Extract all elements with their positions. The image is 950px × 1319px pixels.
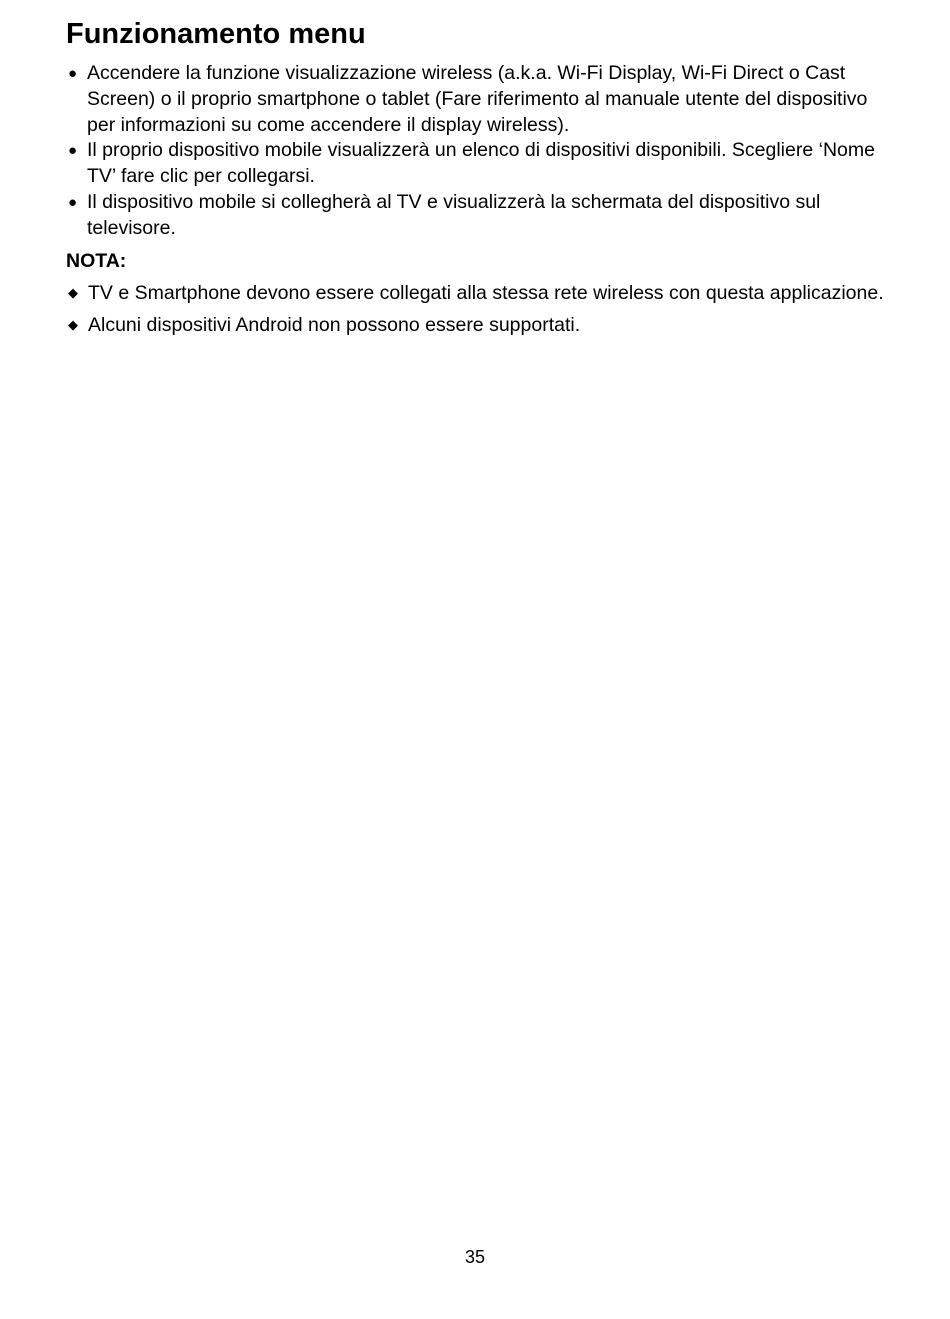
tv-name-text: Nome TV	[87, 139, 875, 188]
note-item-text: Alcuni dispositivi Android non possono essere supportati.	[88, 313, 581, 336]
note-item	[66, 281, 896, 306]
list-item-text-before: Il proprio dispositivo mobile visualizzerà un elenco di dispositivi disponibili. Scegliere	[87, 139, 819, 162]
note-item	[66, 313, 896, 338]
bullet-dot-icon: ●	[68, 142, 78, 160]
list-item	[66, 61, 896, 138]
instruction-list	[66, 61, 896, 242]
open-quote: ‘	[818, 139, 823, 162]
bullet-dot-icon: ●	[68, 193, 78, 211]
note-list	[66, 281, 896, 344]
list-item-text-after: fare clic per collegarsi.	[115, 165, 315, 188]
bullet-dot-icon: ●	[68, 65, 78, 82]
diamond-bullet-icon: ◆	[68, 285, 78, 300]
page-number: 35	[464, 1247, 486, 1267]
list-item-text: Accendere la funzione visualizzazione wireless (a.k.a. Wi-Fi Display, Wi-Fi Direct o Cast Screen) o il proprio smartphone o tablet (Fare riferimento al manuale utente del dispositivo per informazioni su come accendere il display wireless).	[87, 62, 868, 136]
list-item	[66, 190, 896, 242]
diamond-bullet-icon: ◆	[68, 316, 78, 332]
list-item-text: Il dispositivo mobile si collegherà al TV e visualizzerà la schermata del dispositivo sul televisore.	[87, 190, 821, 239]
close-quote: ’	[111, 165, 116, 188]
page-title: Funzionamento menu	[66, 18, 366, 50]
note-heading: NOTA:	[66, 250, 127, 272]
note-item-text: TV e Smartphone devono essere collegati alla stessa rete wireless con questa applicazione.	[88, 282, 884, 304]
list-item	[66, 138, 896, 190]
